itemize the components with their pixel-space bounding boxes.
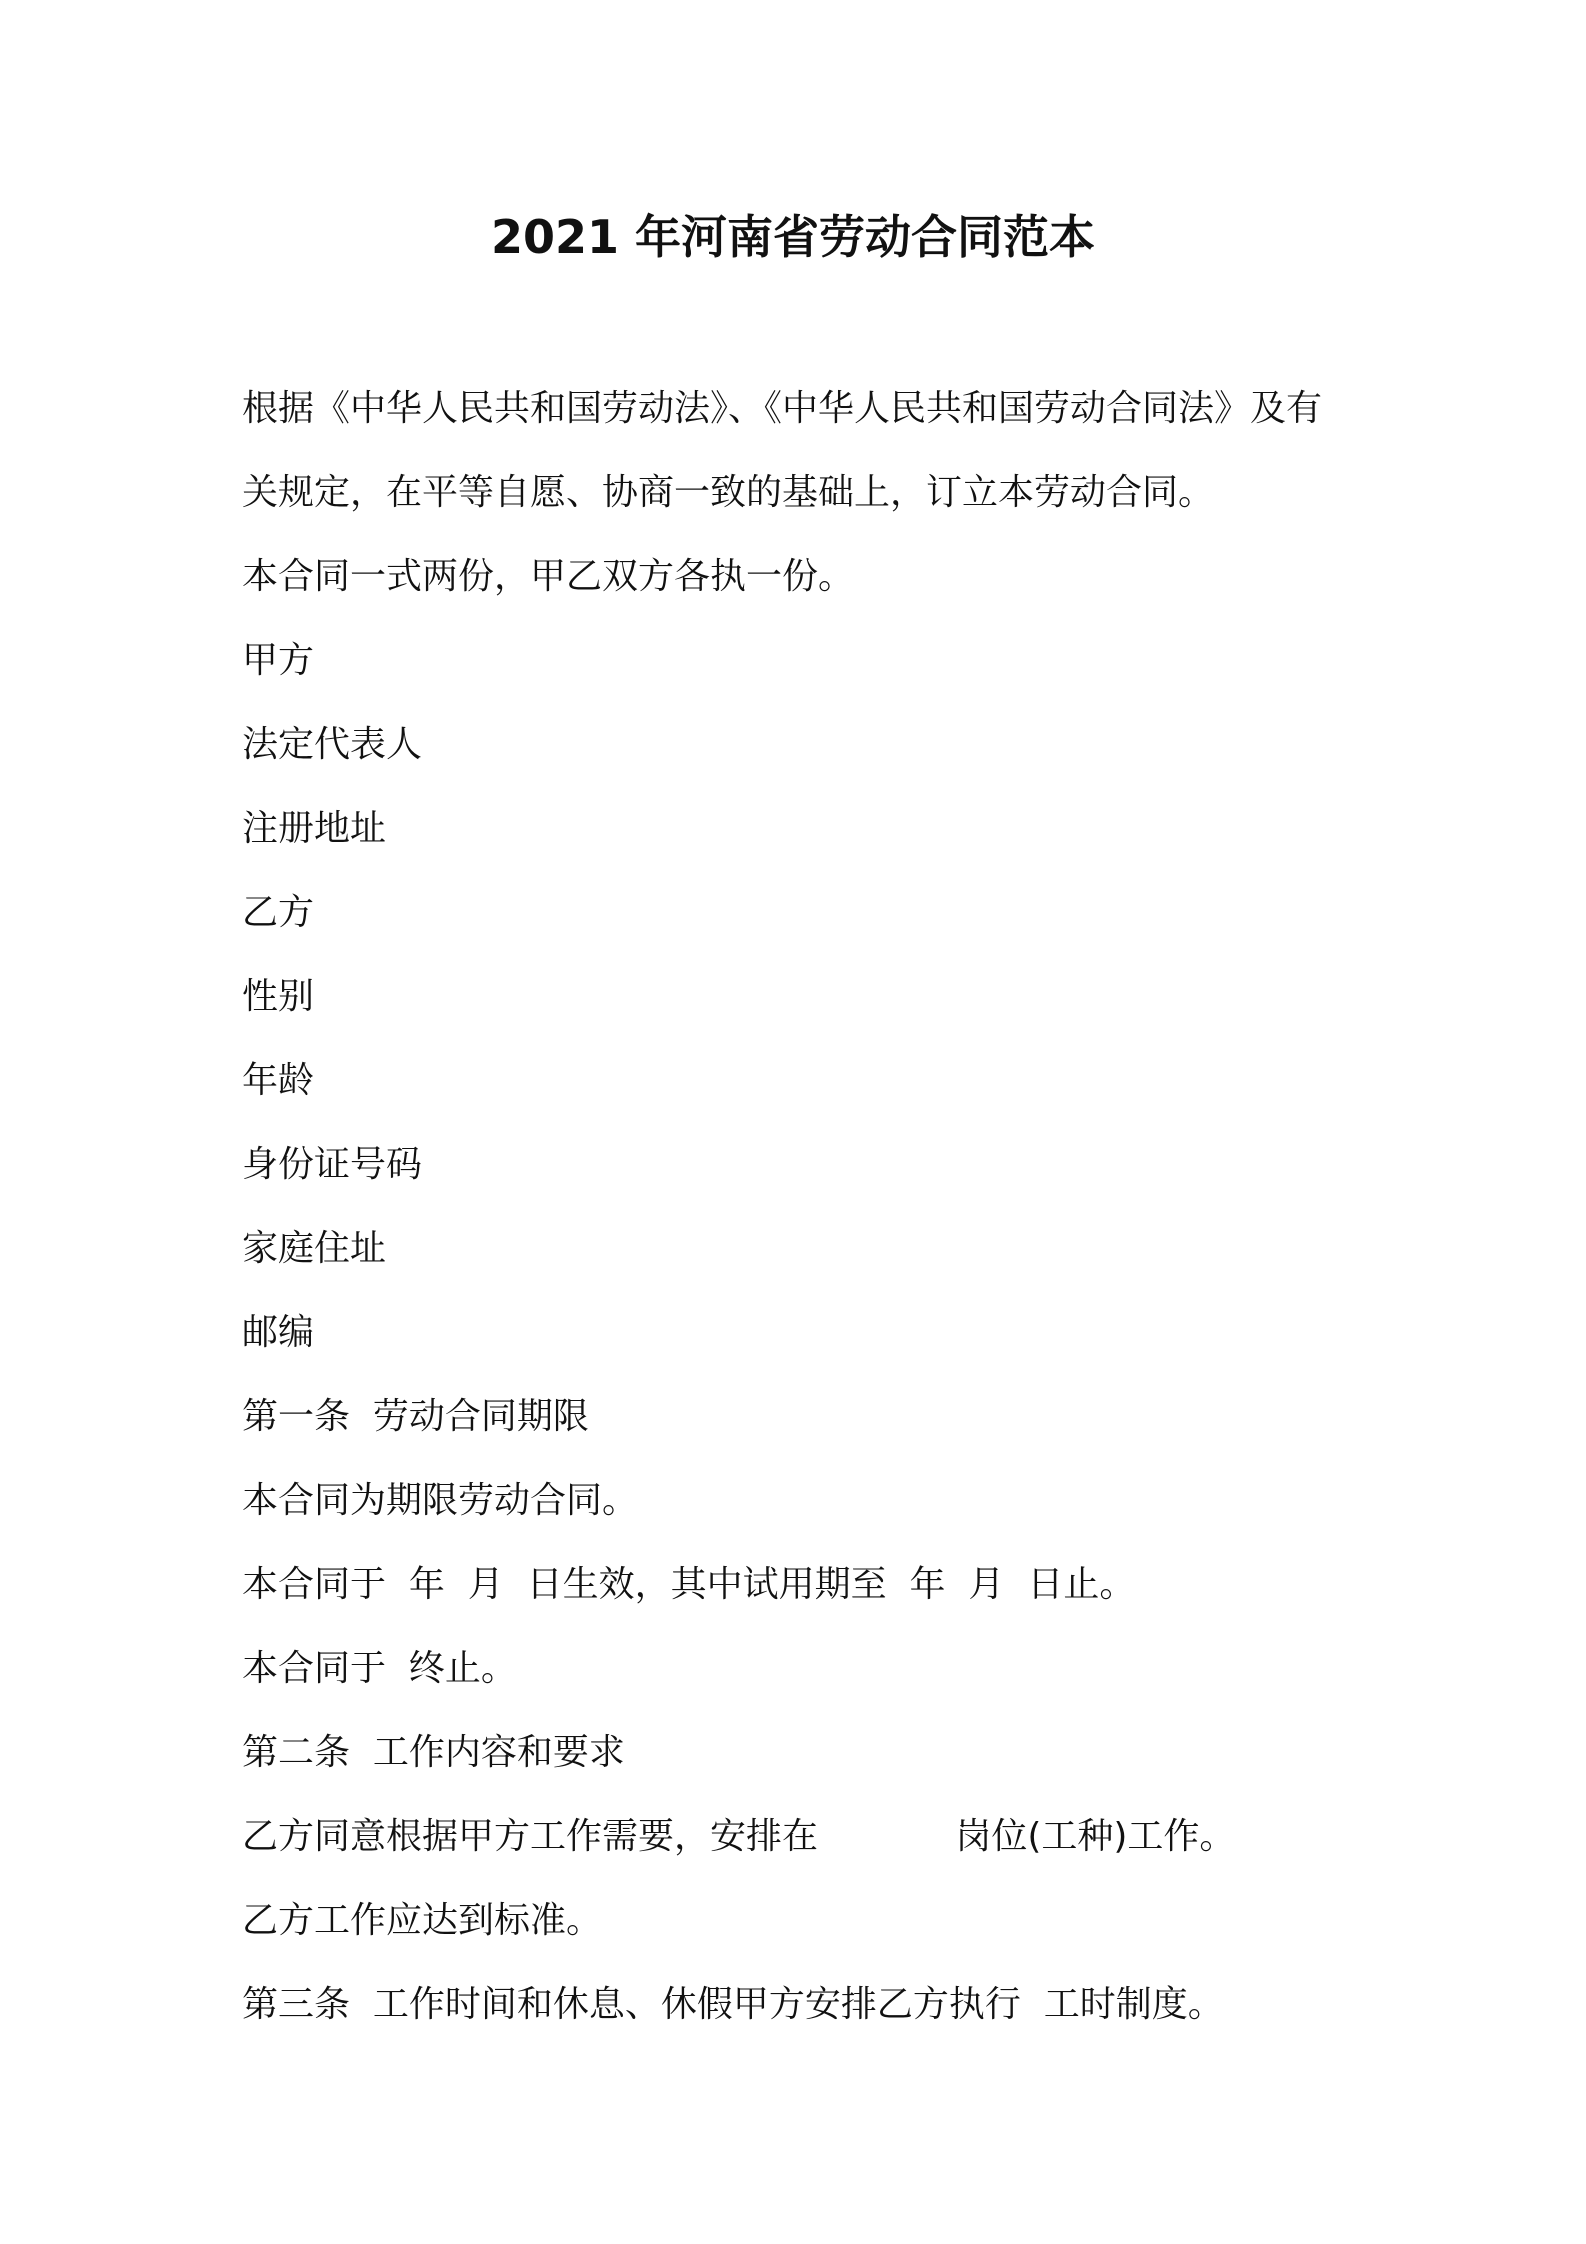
article-one-heading: 第一条 劳动合同期限 [242,1396,589,1437]
paragraph-line: 乙方工作应达到标准。 [242,1900,603,1941]
registered-address-label: 注册地址 [242,808,387,849]
paragraph-line: 本合同于 年 月 日生效，其中试用期至 年 月 日止。 [242,1564,1136,1605]
document-body [242,367,1362,2047]
paragraph-line: 乙方同意根据甲方工作需要，安排在 岗位(工种)工作。 [242,1816,1236,1857]
party-a-label: 甲方 [242,640,315,681]
paragraph-line: 关规定，在平等自愿、协商一致的基础上，订立本劳动合同。 [242,472,1215,513]
paragraph-line: 本合同一式两份，甲乙双方各执一份。 [242,556,855,597]
paragraph-line: 根据《中华人民共和国劳动法》、《中华人民共和国劳动合同法》及有 [242,388,1323,429]
home-address-label: 家庭住址 [242,1228,387,1269]
document-title: 2021 年河南省劳动合同范本 [490,210,1096,264]
article-two-heading: 第二条 工作内容和要求 [242,1732,625,1773]
paragraph-line: 本合同于 终止。 [242,1648,517,1689]
article-three-heading: 第三条 工作时间和休息、休假甲方安排乙方执行 工时制度。 [242,1984,1224,2025]
legal-representative-label: 法定代表人 [242,724,423,765]
age-label: 年龄 [242,1060,315,1101]
gender-label: 性别 [242,976,315,1017]
postal-code-label: 邮编 [242,1312,315,1353]
id-number-label: 身份证号码 [242,1144,423,1185]
party-b-label: 乙方 [242,892,315,933]
paragraph-line: 本合同为期限劳动合同。 [242,1480,639,1521]
